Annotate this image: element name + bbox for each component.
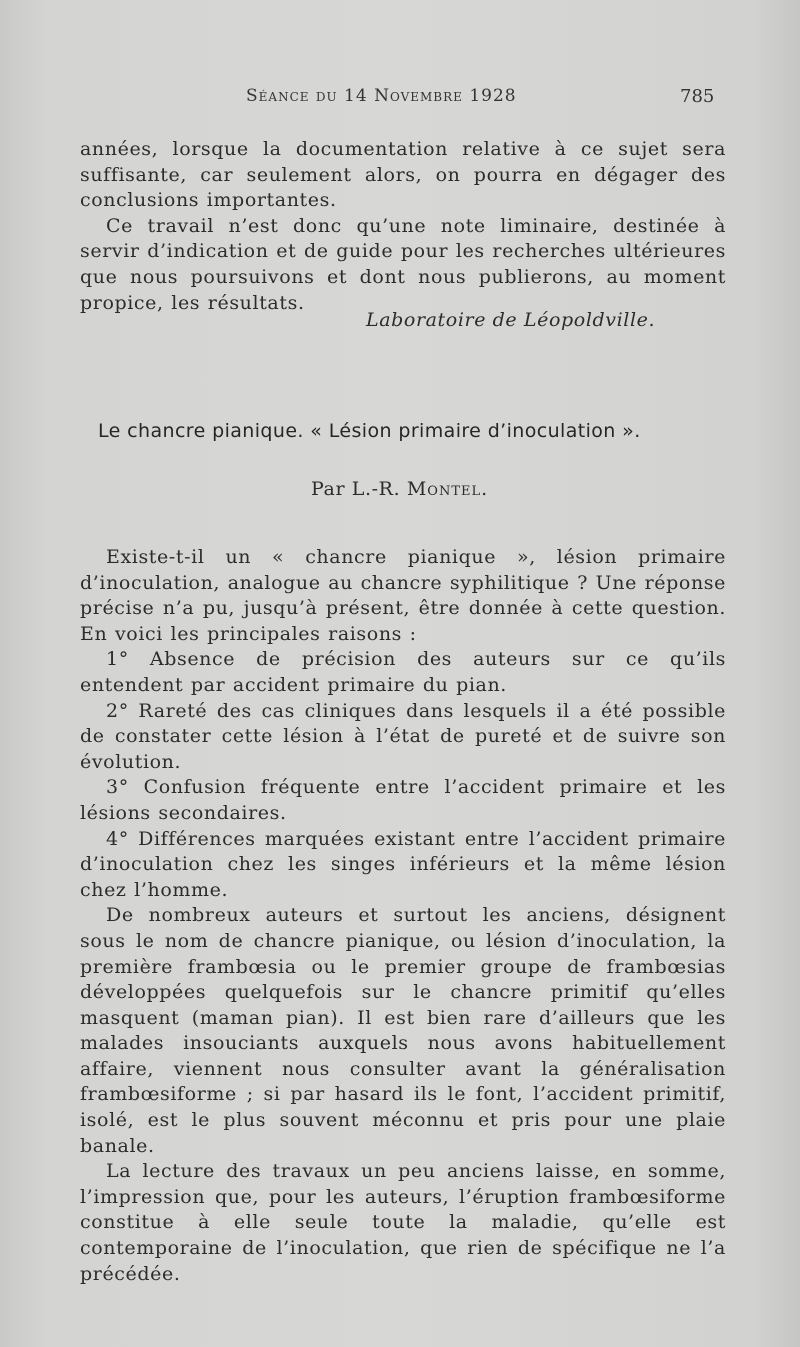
byline-prefix: Par L.-R. [311,478,401,500]
paragraph: années, lorsque la documentation relative à ce sujet sera suffisante, car seulement alors, on pourra en dégager des conclusions importantes. [80,138,726,212]
paragraph: Existe-t-il un « chancre pianique », lésion primaire d’inoculation, analogue au chancre syphilitique ? Une réponse précise n’a pu, jusqu’à présent, être donnée à cette question. En voici les principales raisons : [80,546,726,645]
paragraph: Ce travail n’est donc qu’une note liminaire, destinée à servir d’indication et de guide pour les recherches ultérieures que nous poursuivons et dont nous publierons, au moment propice, les résultats. [80,214,726,314]
list-item: 1° Absence de précision des auteurs sur ce qu’ils entendent par accident primaire du pian. [80,648,726,696]
list-item: 4° Différences marquées existant entre l’accident primaire d’inoculation chez les singes inférieurs et la même lésion chez l’homme. [80,827,726,901]
list-item: 2° Rareté des cas cliniques dans lesquels il a été possible de constater cette lésion à l’état de pureté et de suivre son évolution. [80,699,726,773]
paragraph: De nombreux auteurs et surtout les anciens, désignent sous le nom de chancre pianique, ou lésion d’inoculation, la première frambœsia ou le premier groupe de frambœsias développées quelquefois sur le chancre primitif qu’elles masquent (maman pian). Il est bien rare d’ailleurs que les malades insouciants auxquels nous avons habituellement affaire, viennent nous consulter avant la généralisation frambœsiforme ; si par hasard ils le font, l’accident primitif, isolé, est le plus souvent méconnu et pris pour une plaie banale. [80,904,726,1157]
paragraph: La lecture des travaux un peu anciens laisse, en somme, l’impression que, pour les auteurs, l’éruption frambœsiforme constitue à elle seule toute la maladie, qu’elle est contemporaine de l’inoculation, que rien de spécifique ne l’a précédée. [80,1160,726,1285]
author-byline [311,478,488,500]
page-header [0,86,800,116]
article-title: Le chancre pianique. « Lésion primaire d’inoculation ». [98,420,641,442]
preceding-article-text [80,137,726,316]
page-number: 785 [680,86,715,107]
author-surname: Montel. [406,478,489,500]
list-item: 3° Confusion fréquente entre l’accident primaire et les lésions secondaires. [80,776,726,824]
article-body [80,545,726,1287]
running-title: Séance du 14 Novembre 1928 [246,86,517,106]
laboratory-signature: Laboratoire de Léopoldville. [366,309,656,331]
